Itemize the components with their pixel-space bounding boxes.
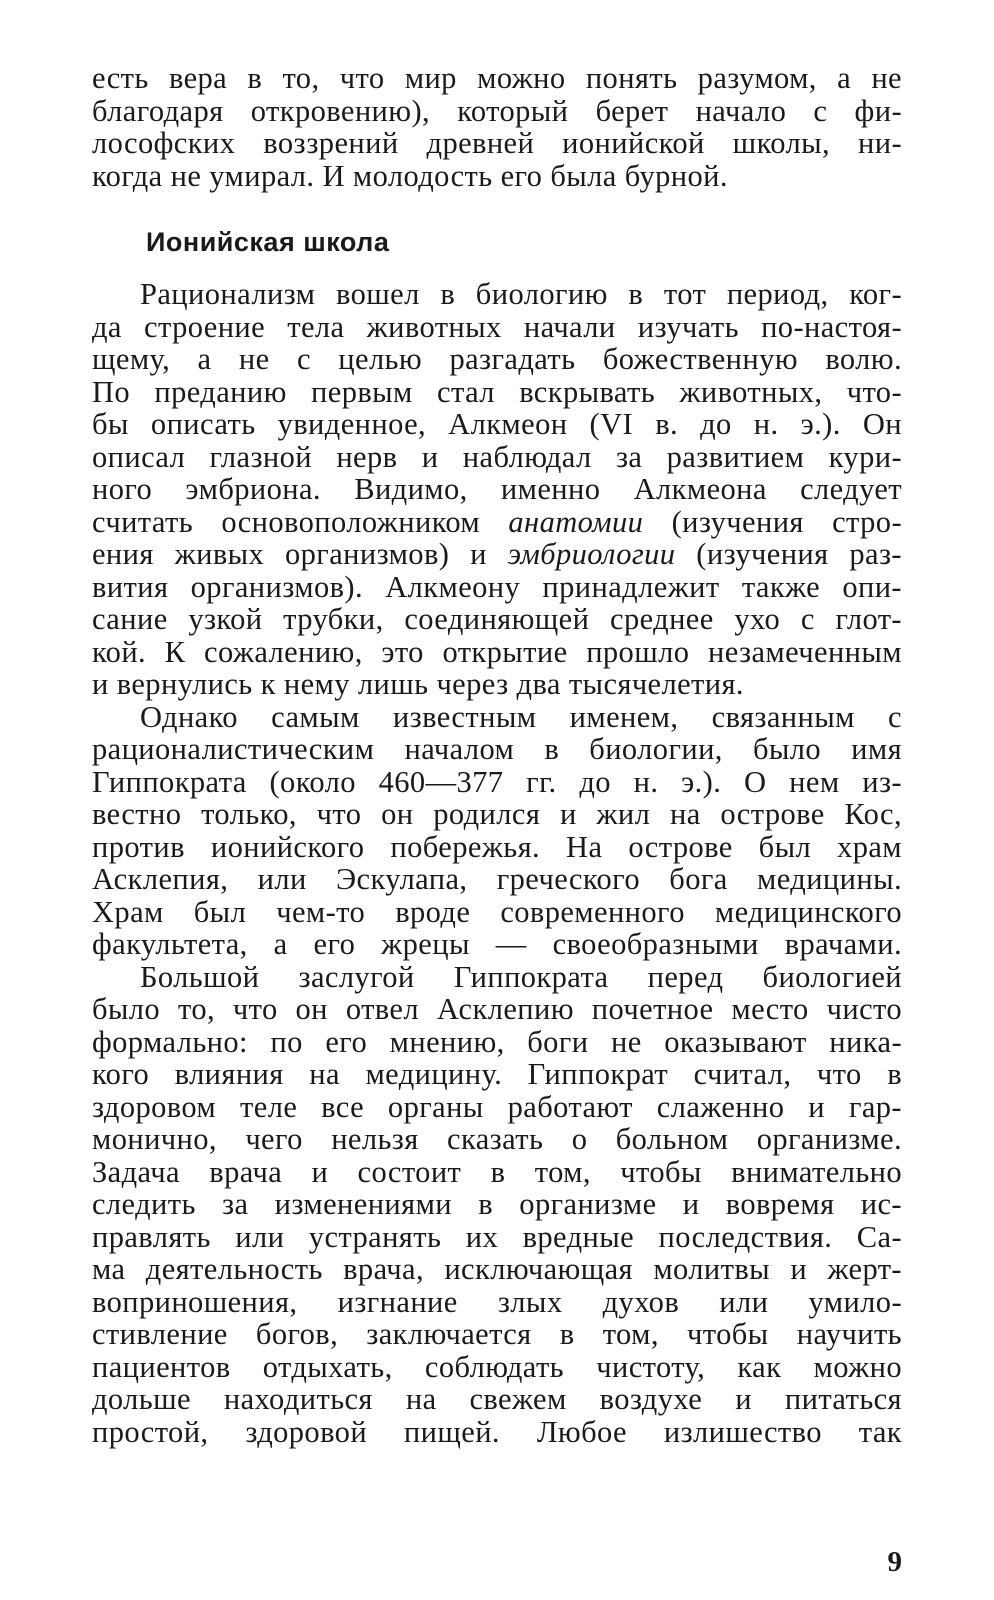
- paragraph-merit: [92, 961, 902, 1449]
- text-line: рационалистическим началом в биологии, было имя: [92, 732, 902, 766]
- text-line: следить за изменениями в организме и вовремя ис-: [92, 1187, 902, 1221]
- book-page: [92, 62, 902, 1582]
- text-line: лософских воззрений древней ионийской школы, ни-: [92, 126, 902, 160]
- text-line: [92, 506, 902, 539]
- page-number: 9: [887, 1546, 902, 1578]
- text-line: Задача врача и состоит в том, чтобы внимательно: [92, 1154, 902, 1189]
- paragraph-alcmaeon: [92, 278, 902, 701]
- text-line: формально: по его мнению, боги не оказывают ника-: [92, 1024, 902, 1059]
- italic-term-anatomy: анатомии: [508, 504, 644, 539]
- text-line: кой. К сожалению, это открытие прошло незамеченным: [92, 634, 902, 669]
- text-line: благодаря откровению), который берет начало с фи-: [92, 93, 902, 128]
- text-line: ного эмбриона. Видимо, именно Алкмеона следует: [92, 472, 902, 506]
- text-run: (изучения раз-: [675, 537, 902, 571]
- text-line: Рационализм вошел в биологию в тот период, ког-: [140, 277, 902, 311]
- text-line: правлять или устранять их вредные последствия. Са-: [92, 1219, 902, 1254]
- text-line: пациентов отдыхать, соблюдать чистоту, как можно: [92, 1349, 902, 1384]
- text-line: Однако самым известным именем, связанным с: [140, 699, 902, 734]
- text-run: ения живых организмов) и: [92, 537, 508, 571]
- paragraph-hippocrates: [92, 701, 902, 961]
- text-line: Гиппократа (около 460—377 гг. до н. э.). О нем из-: [92, 764, 902, 799]
- text-run: считать основоположником: [92, 504, 509, 539]
- text-line: простой, здоровой пищей. Любое излишество так: [92, 1414, 902, 1449]
- text-line: стивление богов, заключается в том, чтобы научить: [92, 1317, 902, 1351]
- text-line: монично, чего нельзя сказать о больном организме.: [92, 1122, 902, 1156]
- text-line: кого влияния на медицину. Гиппократ считал, что в: [92, 1057, 902, 1091]
- text-line: [92, 538, 902, 571]
- text-line: вития организмов). Алкмеону принадлежит также опи-: [92, 569, 902, 604]
- text-line: здоровом теле все органы работают слаженно и гар-: [92, 1089, 902, 1124]
- text-line: Асклепия, или Эскулапа, греческого бога медицины.: [92, 862, 902, 896]
- text-line: вестно только, что он родился и жил на острове Кос,: [92, 797, 902, 831]
- text-line: воприношения, изгнание злых духов или умило-: [92, 1284, 902, 1319]
- text-line: дольше находиться на свежем воздухе и питаться: [92, 1382, 902, 1416]
- text-line: щему, а не с целью разгадать божественную волю.: [92, 342, 902, 376]
- section-heading: Ионийская школа: [146, 227, 390, 257]
- text-line: против ионийского побережья. На острове был храм: [92, 829, 902, 864]
- text-line: есть вера в то, что мир можно понять разумом, а не: [92, 61, 902, 95]
- italic-term-embryology: эмбриологии: [507, 537, 676, 571]
- text-run: (изучения стро-: [643, 504, 902, 539]
- text-line: Большой заслугой Гиппократа перед биологией: [140, 959, 902, 994]
- text-line: По преданию первым стал вскрывать животных, что-: [92, 374, 902, 409]
- text-line: описал глазной нерв и наблюдал за развитием кури-: [92, 439, 902, 474]
- text-line: ма деятельность врача, исключающая молитвы и жерт-: [92, 1252, 902, 1286]
- intro-paragraph: [92, 62, 902, 192]
- text-line: факультета, а его жрецы — своеобразными врачами.: [92, 927, 902, 961]
- text-line: бы описать увиденное, Алкмеон (VI в. до н. э.). Он: [92, 407, 902, 441]
- text-line: да строение тела животных начали изучать по-настоя-: [92, 309, 902, 344]
- text-line: Храм был чем-то вроде современного медицинского: [92, 894, 902, 929]
- text-line: и вернулись к нему лишь через два тысячелетия.: [92, 667, 744, 701]
- text-line: когда не умирал. И молодость его была бурной.: [92, 158, 728, 193]
- text-line: было то, что он отвел Асклепию почетное место чисто: [92, 992, 902, 1026]
- text-line: сание узкой трубки, соединяющей среднее ухо с глот-: [92, 602, 902, 636]
